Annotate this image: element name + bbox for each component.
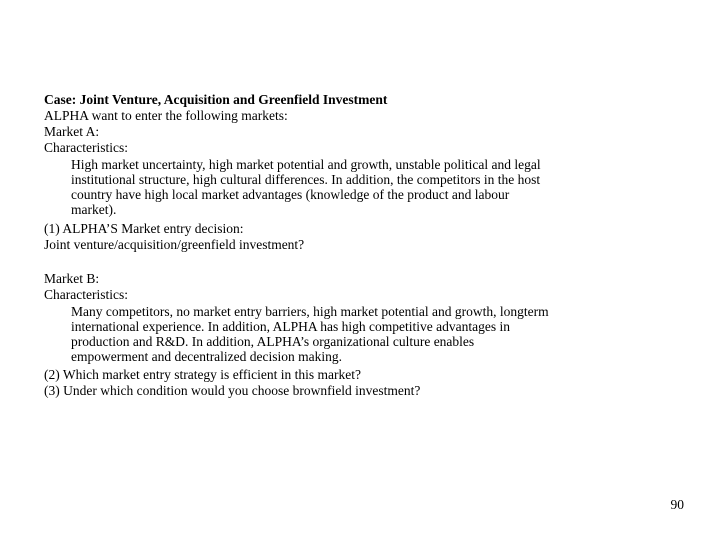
market-b-line: Many competitors, no market entry barriers, high market potential and growth, longterm [71, 304, 549, 319]
market-b-heading: Market B: [44, 271, 100, 286]
spacer [44, 253, 664, 271]
market-a-characteristics [71, 157, 664, 217]
question-2: (2) Which market entry strategy is efficient in this market? [44, 367, 362, 382]
entry-options: Joint venture/acquisition/greenfield investment? [44, 237, 305, 252]
market-b-line: international experience. In addition, ALPHA has high competitive advantages in [71, 319, 511, 334]
slide-content [44, 92, 664, 399]
market-a-characteristics-label: Characteristics: [44, 140, 128, 155]
market-a-line: institutional structure, high cultural differences. In addition, the competitors in the host [71, 172, 541, 187]
case-title: Case: Joint Venture, Acquisition and Greenfield Investment [44, 92, 388, 107]
market-b-line: empowerment and decentralized decision making. [71, 349, 343, 364]
market-a-line: market). [71, 202, 117, 217]
market-b-characteristics [71, 304, 664, 364]
market-b-characteristics-label: Characteristics: [44, 287, 128, 302]
market-b-line: production and R&D. In addition, ALPHA’s organizational culture enables [71, 334, 475, 349]
market-a-line: country have high local market advantages (knowledge of the product and labour [71, 187, 510, 202]
intro-text: ALPHA want to enter the following markets: [44, 108, 288, 123]
question-3: (3) Under which condition would you choose brownfield investment? [44, 383, 421, 398]
market-a-heading: Market A: [44, 124, 100, 139]
page-number: 90 [670, 497, 684, 512]
market-a-line: High market uncertainty, high market potential and growth, unstable political and legal [71, 157, 541, 172]
question-1: (1) ALPHA’S Market entry decision: [44, 221, 244, 236]
